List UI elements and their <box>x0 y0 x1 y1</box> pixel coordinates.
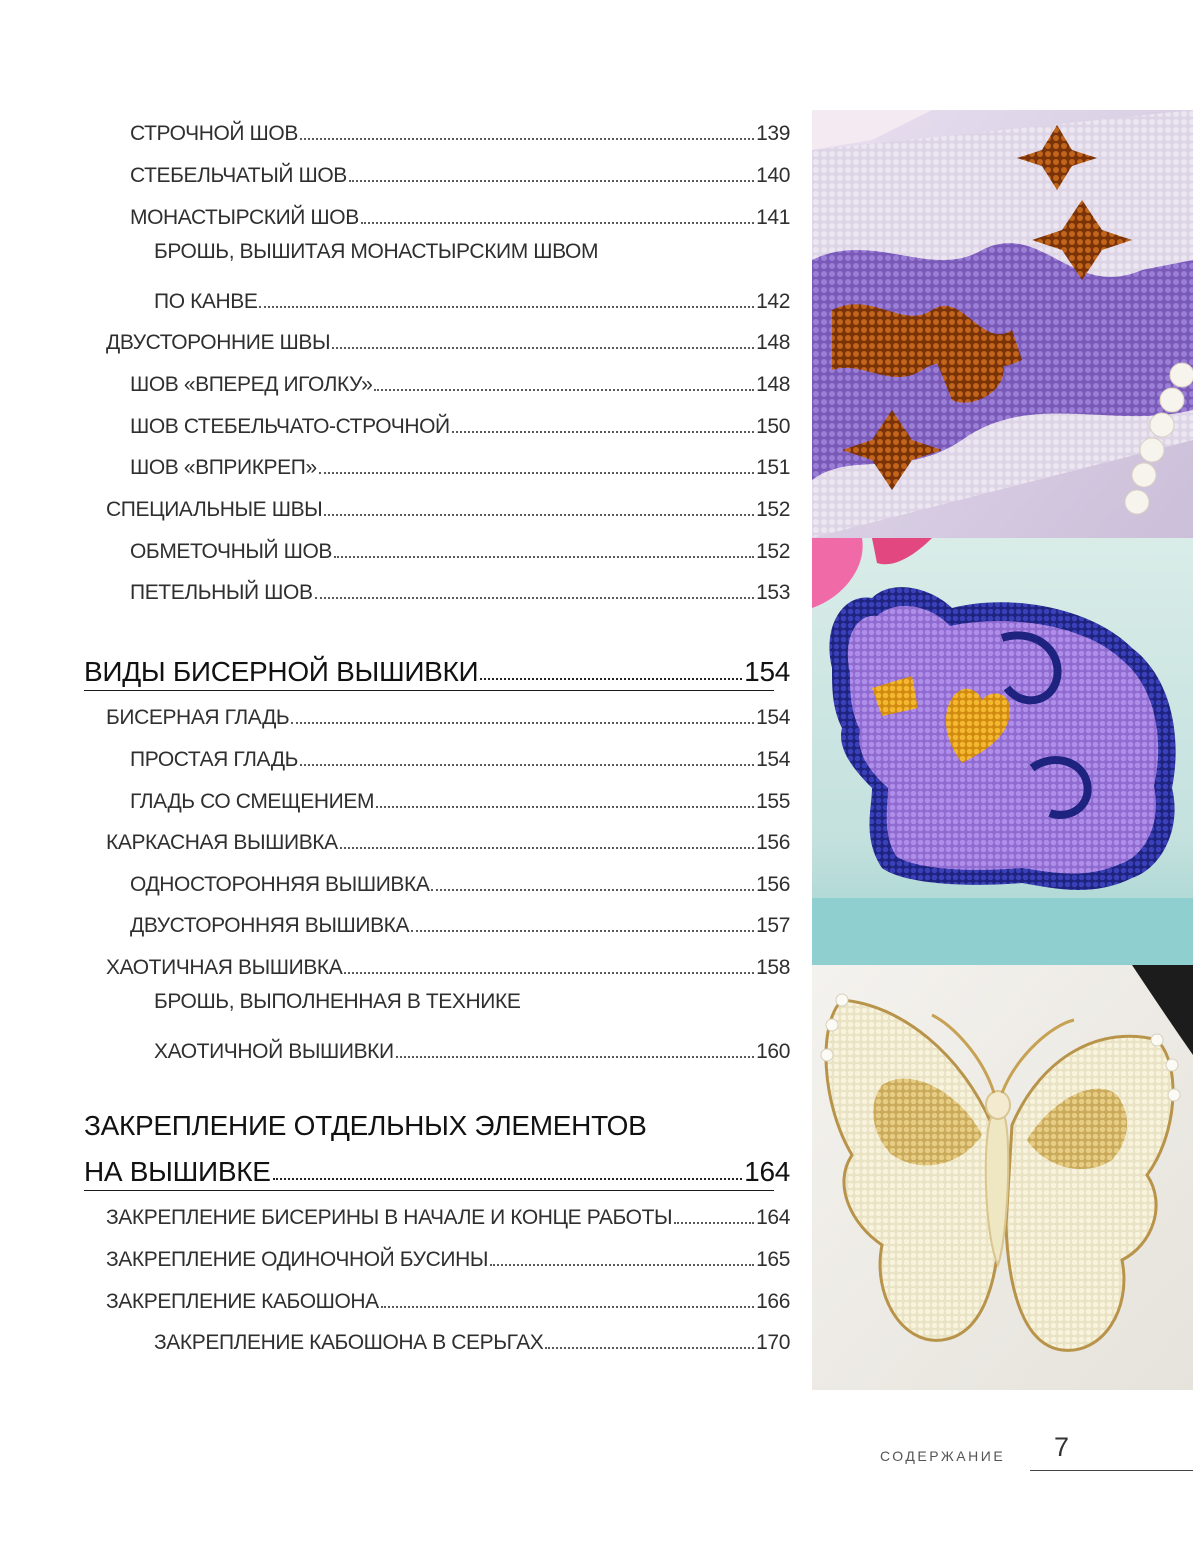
toc-entry-label: СТРОЧНОЙ ШОВ <box>130 122 298 145</box>
dot-leader <box>273 1177 743 1180</box>
dot-leader <box>376 805 754 808</box>
toc-entry-label: БРОШЬ, ВЫПОЛНЕННАЯ В ТЕХНИКЕ <box>154 990 521 1013</box>
toc-entry-page: 165 <box>756 1248 790 1271</box>
toc-entry-label: ШОВ СТЕБЕЛЬЧАТО-СТРОЧНОЙ <box>130 415 450 438</box>
toc-entry-page: 154 <box>744 656 790 687</box>
toc-entry-label: ХАОТИЧНОЙ ВЫШИВКИ <box>154 1040 394 1063</box>
beaded-butterfly-brooch-photo <box>812 965 1193 1390</box>
dot-leader <box>319 471 754 474</box>
toc-entry[interactable] <box>106 1282 790 1312</box>
toc-entry-label: ОБМЕТОЧНЫЙ ШОВ <box>130 540 333 563</box>
toc-entry-page: 154 <box>756 748 790 771</box>
dot-leader <box>361 221 754 224</box>
footer-rule <box>1030 1470 1193 1471</box>
toc-entry-label: БРОШЬ, ВЫШИТАЯ МОНАСТЫРСКИМ ШВОМ <box>154 240 599 263</box>
dot-leader <box>340 846 754 849</box>
toc-entry[interactable] <box>106 1240 790 1270</box>
toc-entry-page: 152 <box>756 540 790 563</box>
toc-entry-label: СТЕБЕЛЬЧАТЫЙ ШОВ <box>130 164 347 187</box>
toc-entry-page: 141 <box>756 206 790 229</box>
dot-leader <box>411 929 754 932</box>
chapter-divider <box>84 690 774 691</box>
running-footer-section: СОДЕРЖАНИЕ <box>880 1448 1006 1464</box>
toc-entry[interactable] <box>106 948 790 978</box>
toc-entry-page: 148 <box>756 373 790 396</box>
toc-entry[interactable] <box>130 365 790 395</box>
toc-entry[interactable] <box>106 490 790 520</box>
toc-entry[interactable] <box>130 198 790 228</box>
toc-entry-page: 155 <box>756 790 790 813</box>
toc-entry-label: ОДНОСТОРОННЯЯ ВЫШИВКА <box>130 873 430 896</box>
dot-leader <box>490 1263 754 1266</box>
toc-entry[interactable] <box>154 990 790 1020</box>
dot-leader <box>300 137 754 140</box>
toc-entry-label: ЗАКРЕПЛЕНИЕ ОТДЕЛЬНЫХ ЭЛЕМЕНТОВ <box>84 1110 647 1141</box>
toc-entry[interactable] <box>106 323 790 353</box>
toc-entry[interactable] <box>130 448 790 478</box>
toc-entry-label: ДВУСТОРОННЯЯ ВЫШИВКА <box>130 914 410 937</box>
dot-leader <box>381 1305 754 1308</box>
dot-leader <box>452 430 754 433</box>
toc-entry-page: 157 <box>756 914 790 937</box>
toc-chapter-heading[interactable] <box>84 650 790 686</box>
dot-leader <box>431 888 754 891</box>
toc-entry[interactable] <box>130 865 790 895</box>
toc-chapter-heading[interactable] <box>84 1110 790 1146</box>
toc-entry[interactable] <box>130 782 790 812</box>
toc-entry-page: 139 <box>756 122 790 145</box>
toc-entry-page: 148 <box>756 331 790 354</box>
toc-entry[interactable] <box>130 740 790 770</box>
toc-entry-label: МОНАСТЫРСКИЙ ШОВ <box>130 206 359 229</box>
toc-entry[interactable] <box>106 1198 790 1228</box>
toc-entry-page: 166 <box>756 1290 790 1313</box>
toc-entry-label: ЗАКРЕПЛЕНИЕ КАБОШОНА В СЕРЬГАХ <box>154 1331 544 1354</box>
toc-entry-label: ХАОТИЧНАЯ ВЫШИВКА <box>106 956 343 979</box>
dot-leader <box>349 179 754 182</box>
dot-leader <box>259 305 754 308</box>
toc-entry-label: СПЕЦИАЛЬНЫЕ ШВЫ <box>106 498 323 521</box>
toc-entry-label: БИСЕРНАЯ ГЛАДЬ <box>106 706 290 729</box>
toc-entry-page: 156 <box>756 873 790 896</box>
dot-leader <box>334 555 754 558</box>
toc-entry[interactable] <box>130 573 790 603</box>
dot-leader <box>291 721 754 724</box>
toc-entry[interactable] <box>106 823 790 853</box>
dot-leader <box>480 677 742 680</box>
toc-entry-label: ЗАКРЕПЛЕНИЕ БИСЕРИНЫ В НАЧАЛЕ И КОНЦЕ РАБОТЫ <box>106 1206 673 1229</box>
toc-entry-label: НА ВЫШИВКЕ <box>84 1156 271 1187</box>
toc-entry-label: ШОВ «ВПЕРЕД ИГОЛКУ» <box>130 373 373 396</box>
toc-entry-label: ПЕТЕЛЬНЫЙ ШОВ <box>130 581 313 604</box>
toc-entry-page: 142 <box>756 290 790 313</box>
toc-entry-label: ДВУСТОРОННИЕ ШВЫ <box>106 331 331 354</box>
toc-entry[interactable] <box>154 1032 790 1062</box>
dot-leader <box>300 763 754 766</box>
toc-entry[interactable] <box>130 407 790 437</box>
dot-leader <box>674 1221 754 1224</box>
toc-entry-page: 151 <box>756 456 790 479</box>
toc-entry-page: 170 <box>756 1331 790 1354</box>
toc-entry-page: 150 <box>756 415 790 438</box>
toc-entry[interactable] <box>130 532 790 562</box>
toc-entry-label: ПРОСТАЯ ГЛАДЬ <box>130 748 299 771</box>
toc-entry[interactable] <box>106 698 790 728</box>
dot-leader <box>332 346 754 349</box>
toc-entry-label: ЗАКРЕПЛЕНИЕ КАБОШОНА <box>106 1290 379 1313</box>
toc-entry[interactable] <box>130 906 790 936</box>
toc-entry-page: 153 <box>756 581 790 604</box>
toc-entry-page: 158 <box>756 956 790 979</box>
toc-entry-page: 160 <box>756 1040 790 1063</box>
dot-leader <box>545 1346 754 1349</box>
toc-entry-page: 154 <box>756 706 790 729</box>
toc-entry[interactable] <box>154 282 790 312</box>
toc-entry-page: 140 <box>756 164 790 187</box>
toc-entry-page: 164 <box>756 1206 790 1229</box>
dot-leader <box>374 388 754 391</box>
beaded-elephant-brooch-photo <box>812 538 1193 965</box>
toc-entry[interactable] <box>154 240 790 270</box>
dot-leader <box>324 513 754 516</box>
page-number: 7 <box>1054 1432 1070 1462</box>
toc-entry-label: ГЛАДЬ СО СМЕЩЕНИЕМ <box>130 790 375 813</box>
toc-entry-page: 152 <box>756 498 790 521</box>
toc-entry-label: ШОВ «ВПРИКРЕП» <box>130 456 317 479</box>
dot-leader <box>315 596 755 599</box>
dot-leader <box>396 1055 754 1058</box>
chapter-divider <box>84 1190 774 1191</box>
toc-entry-label: КАРКАСНАЯ ВЫШИВКА <box>106 831 338 854</box>
toc-entry-label: ВИДЫ БИСЕРНОЙ ВЫШИВКИ <box>84 656 479 687</box>
beaded-pouch-photo <box>812 110 1193 538</box>
toc-entry[interactable] <box>154 1323 790 1353</box>
dot-leader <box>344 971 754 974</box>
toc-entry-label: ЗАКРЕПЛЕНИЕ ОДИНОЧНОЙ БУСИНЫ <box>106 1248 489 1271</box>
toc-entry-page: 164 <box>744 1156 790 1187</box>
toc-entry-page: 156 <box>756 831 790 854</box>
toc-chapter-heading[interactable] <box>84 1150 790 1186</box>
toc-entry[interactable] <box>130 114 790 144</box>
toc-entry[interactable] <box>130 156 790 186</box>
toc-entry-label: ПО КАНВЕ <box>154 290 258 313</box>
